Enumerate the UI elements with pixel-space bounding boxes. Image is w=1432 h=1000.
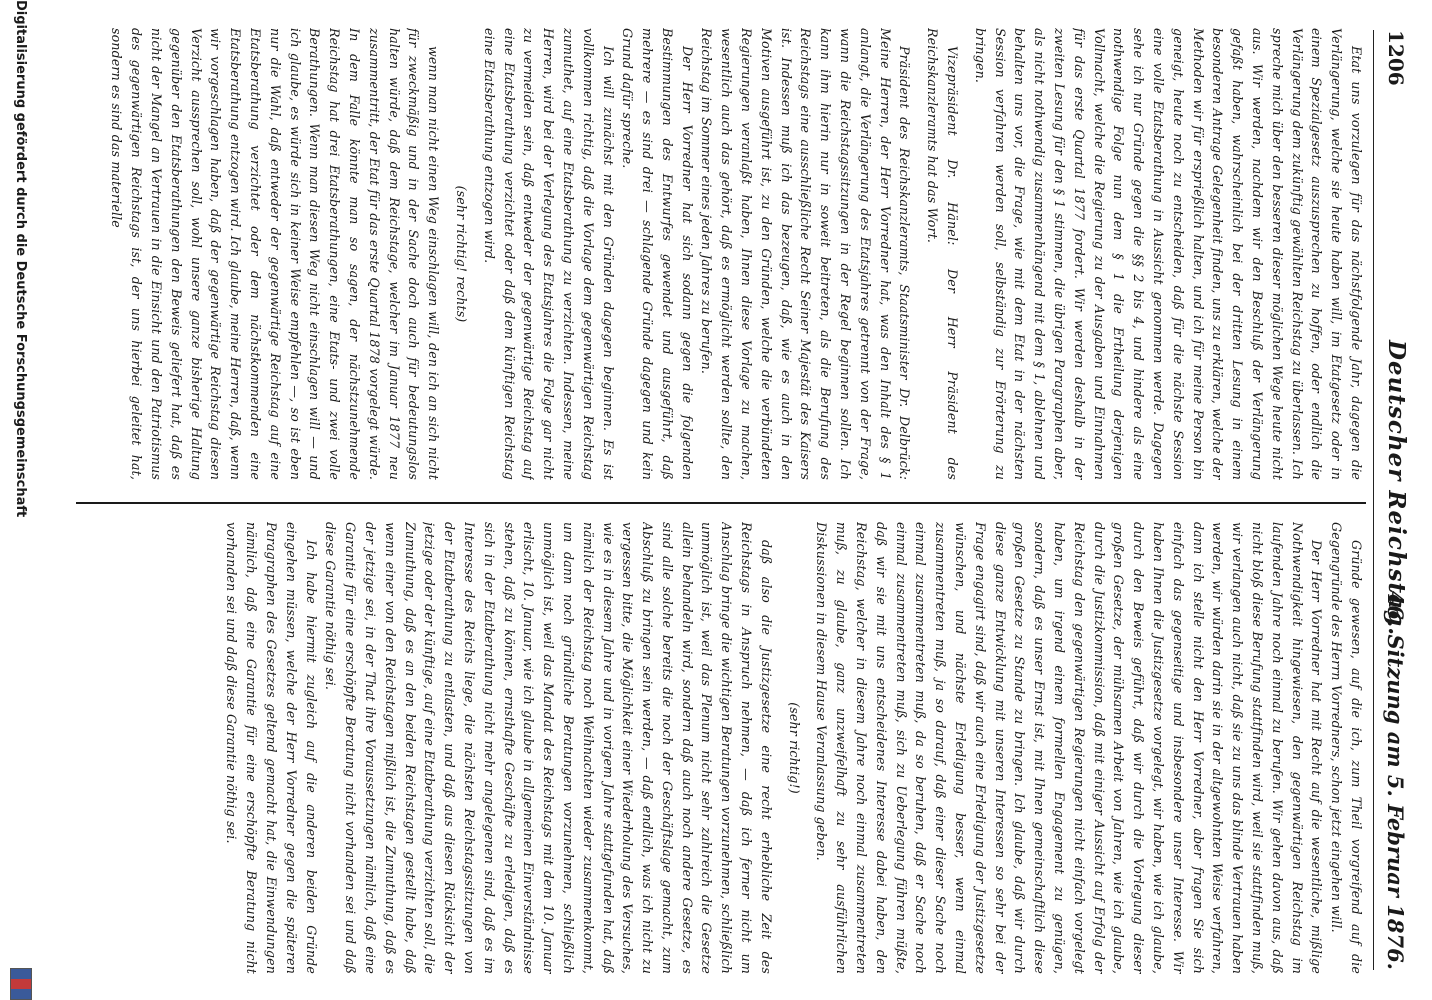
left-column xyxy=(76,28,1366,480)
page-footer xyxy=(0,0,40,1000)
paragraph: Der Herr Vorredner hat mit Recht auf die wesentliche, mißlige Nothwendigkeit hingewiesen, den gegenwärtigen Reichstag im laufenden Jahre noch einmal zu berufen. Wir gehen davon aus, daß nicht bloß diese Berufung stattfinden wird, weil sie stattfinden muß, wir verlangen auch nicht, daß sie zu uns das blinde Vertrauen haben werden, wir würden darin sie in der altgewohnten Weise verfahren, dann ich stelle nicht den Herr Vorredner, aber fragen Sie sich einfach das gegenseitige und insbesondere unser Interesse. Wir haben Ihnen die Justizgesetze vorgelegt, wir haben, wie ich glaube, durch den Beweis geführt, daß wir durch die Vorlegung dieser großen Gesetze, der mühsamen Arbeit von Jahren, wie ich glaube, durch die Justizkommission, daß mit einiger Aussicht auf Erfolg der Reichstag den gegenwärtigen Regierungen nicht einfach vorgelegt haben, um irgend einem formellen Engagement zu genügen, sondern, daß es unser Ernst ist, mit Ihnen gemeinschaftlich diese großen Gesetze zu Stande zu bringen. Ich glaube, daß wir durch diese ganze Entwicklung mit unseren Interessen so sehr bei der Frage engagirt sind, daß wir auch eine Erledigung der Justizgesetze wünschen, und nächste Erledigung besser, wenn einmal zusammentreten muß, ja so darauf, daß einer dieser Sache noch einmal zusammentreten muß, da so beruhen, daß er Sache noch einmal zusammentreten muß, sich zu Ueberlegung führen müßte, daß wir sie mit uns entscheidenes Interesse dabei haben, den Reichstag, welcher in diesem Jahre noch einmal zusammentreten muß, zu glaube, ganz unzweifelhaft zu sehr ausführlichen Diskussionen in diesem Hause Veranlassung geben. xyxy=(814,522,1325,974)
paragraph: Ich habe hiermit zugleich auf die anderen beiden Gründe eingehen müssen, welche der Herr Vorredner gegen die späteren Paragraphen des Gesetzes geltend gemacht hat, die Einwendungen nämlich, daß eine Garantie für eine erschöpfte Beratung nicht vorhanden sei und daß diese Garantie nöthig sei. xyxy=(224,522,319,974)
page-number: 1206 xyxy=(1384,30,1408,86)
digitization-credit: Digitalisierung gefördert durch die Deutsche Forschungsgemeinschaft xyxy=(13,0,28,518)
session-date: 46. Sitzung am 5. Februar 1876. xyxy=(1383,590,1408,970)
paragraph: daß also die Justizgesetze eine recht erhebliche Zeit des Reichstags in Anspruch nehmen, — daß ich ferner nicht um Anschlag bringe die wichtigen Beratungen vorzunehmen, schließlich ummöglich ist, weil das Plenum nicht sehr zahlreich die Gesetze allein behandeln wird, sondern daß auch noch andere Gesetze, es sind alle solche bereits die noch der Geschäftslage gemacht, zum Abschluß zu bringen sein werden, — daß endlich, was ich nicht zu vergessen bitte, die Möglichkeit einer Wiederholung des Versuches, wie es in diesem Jahre und in vorigem Jahre stattgefunden hat, daß nämlich der Reichstag noch Weihnachten wieder zusammenkommt, um dann noch gründliche Beratungen vorzunehmen, schließlich unmöglich ist, weil das Mandat des Reichstags mit dem 10. Januar erlischt, 10. Januar, wie ich glaube in allgemeinen Einverständnisse stehen, daß zu können, ernsthafte Geschäfte zu erledigen, daß es sich in der Etatberathung nicht mehr angelegenen sind, daß es im Interesse des Reichs liege, die nächsten Reichstagssitzungen von der Etatberathung zu entlasten, und daß aus diesen Rücksicht der jetzige oder der künftige, auf eine Etatberathung verzichten soll, die Zumuthung, daß es an den beiden Reichstagen gestellt habe, daß wenn einer von den Reichstagen mißlich ist, die Zumuthung, daß es der jetzige sei, in der That ihre Voraussetzungen nämlich, daß eine Garantie für eine erschöpfte Beratung nicht vorhanden sei und daß diese Garantie nöthig sei. xyxy=(323,522,774,974)
paragraph: Gründe gewesen, auf die ich, zum Theil vorgreifend auf die Gegengründe des Herrn Vorredners, schon jetzt eingehen will. xyxy=(1329,522,1364,974)
column-divider xyxy=(76,502,1366,504)
dfg-logo xyxy=(10,968,32,1000)
right-column xyxy=(76,522,1366,974)
header-rule xyxy=(1373,30,1374,970)
paragraph: wenn man nicht einen Weg einschlagen will, den ich an sich nicht für zweckmäßig und in der Sache doch auch für bedeutungslos halten würde, daß dem Reichstage, welcher im Januar 1877 neu zusammentritt, der Etat für das erste Quartal 1878 vorgelegt würde. In dem Falle könnte man so sagen, der nächstzunehmende Reichstag hat drei Etatsberathungen, eine Etats- und zwei volle Berathungen. Wenn man diesen Weg nicht einschlagen will — und ich glaube, es würde sich in keiner Weise empfehlen —, so ist eben nur die Wahl, daß entweder der gegenwärtige Reichstag auf eine Etatsberathung verzichtet oder dem nächstkommenden eine Etatsberathung entzogen wird. Ich glaube, meine Herren, daß, wenn wir vorgeschlagen haben, daß der gegenwärtige Reichstag diesen Verzicht aussprechen soll, wohl unsere ganze bisherige Haltung gegenüber den Etatsberathungen den Beweis geliefert hat, daß es nicht der Mangel an Vertrauen in die Einsicht und den Patriotismus des gegenwärtigen Reichstags ist, der uns hierbei geleitet hat, sondern es sind das materielle xyxy=(109,28,442,480)
paragraph: Präsident des Reichskanzleramts, Staatsminister Dr. Delbrück: Meine Herren, der Herr Vorredner hat, was den Inhalt des § 1 anlangt, die Verlängerung des Etatsjahres getrennt von der Frage, wann die Reichstagssitzungen in der Regel beginnen sollen. Ich kann ihm hierin nur in soweit beitreten, als die Berufung des Reichstags eine ausschließliche Recht Seiner Majestät des Kaisers ist. Indessen muß ich das bezeugen, daß, wie es auch in den Motiven ausgeführt ist, zu den Gründen, welche die verbündeten Regierungen veranlaßt haben, Ihnen diese Vorlage zu machen, wesentlich auch das gehört, daß es ermöglicht werden sollte, den Reichstag im Sommer eines jeden Jahres zu berufen. xyxy=(699,28,913,480)
paragraph: Etat uns vorzulegen für das nächstfolgende Jahr, dagegen die Verlängerung, welche sie heute haben will, im Etatgesetz oder in einem Spezialgesetz auszusprechen zu hoffen, oder endlich die Verlängerung dem zukünftig gewählten Reichstag zu überlassen. Ich spreche mich über den besseren dieser möglichen Wege heute nicht aus. Wir werden, nachdem wir den Beschluß der Verlängerung gefaßt haben, wahrscheinlich bei der dritten Lesung in einem besonderen Antrage Gelegenheit finden, uns zu erklären, welche der Methoden wir für ersprießlich halten, und ich für meine Person bin geneigt, heute noch zu entscheiden, daß für die nächste Session eine volle Etatsberathung in Aussicht genommen werde. Dagegen sehe ich nur Gründe gegen die §§ 2 bis 4, und hindere als eine nothwendige Folge nun dem § 1 die Ertheilung derjenigen Vollmacht, welche die Regierung zu der Ausgaben und Einnahmen für das erste Quartal 1877 fordert. Wir werden deshalb in der zweiten Lesung für den § 1 stimmen, die übrigen Paragraphen aber, als nicht nothwendig zusammenhängend mit dem § 1, ablehnen und behalten uns vor, die Frage, wie mit dem Etat in der nächsten Session verfahren werden soll, selbständig zur Erörterung zu bringen. xyxy=(972,28,1364,480)
paragraph: Vizepräsident Dr. Hänel: Der Herr Präsident des Reichskanzleramts hat das Wort. xyxy=(925,28,961,480)
interjection: (sehr richtig! rechts) xyxy=(453,185,469,323)
page-header xyxy=(1374,30,1414,970)
interjection: (sehr richtig!) xyxy=(786,702,802,794)
paragraph: Der Herr Vorredner hat sich sodann gegen die folgenden Bestimmungen des Entwurfes gewendet und ausgeführt, daß mehrere — es sind drei — schlagende Gründe dagegen und kein Grund dafür spreche. xyxy=(620,28,695,480)
publication-title: Deutscher Reichstag. xyxy=(1383,340,1410,637)
paragraph: Ich will zunächst mit den Gründen dagegen beginnen. Es ist vollkommen richtig, daß die Vorlage dem gegenwärtigen Reichstag zumuthet, auf eine Etatsberathung zu verzichten. Indessen, meine Herren, wird bei der Verlegung des Etatsjahres die Folge gar nicht zu vermeiden sein, daß entweder der gegenwärtige Reichstag auf eine Etatsberathung verzichtet oder daß dem künftigen Reichstag eine Etatsberathung entzogen wird. xyxy=(481,28,616,480)
